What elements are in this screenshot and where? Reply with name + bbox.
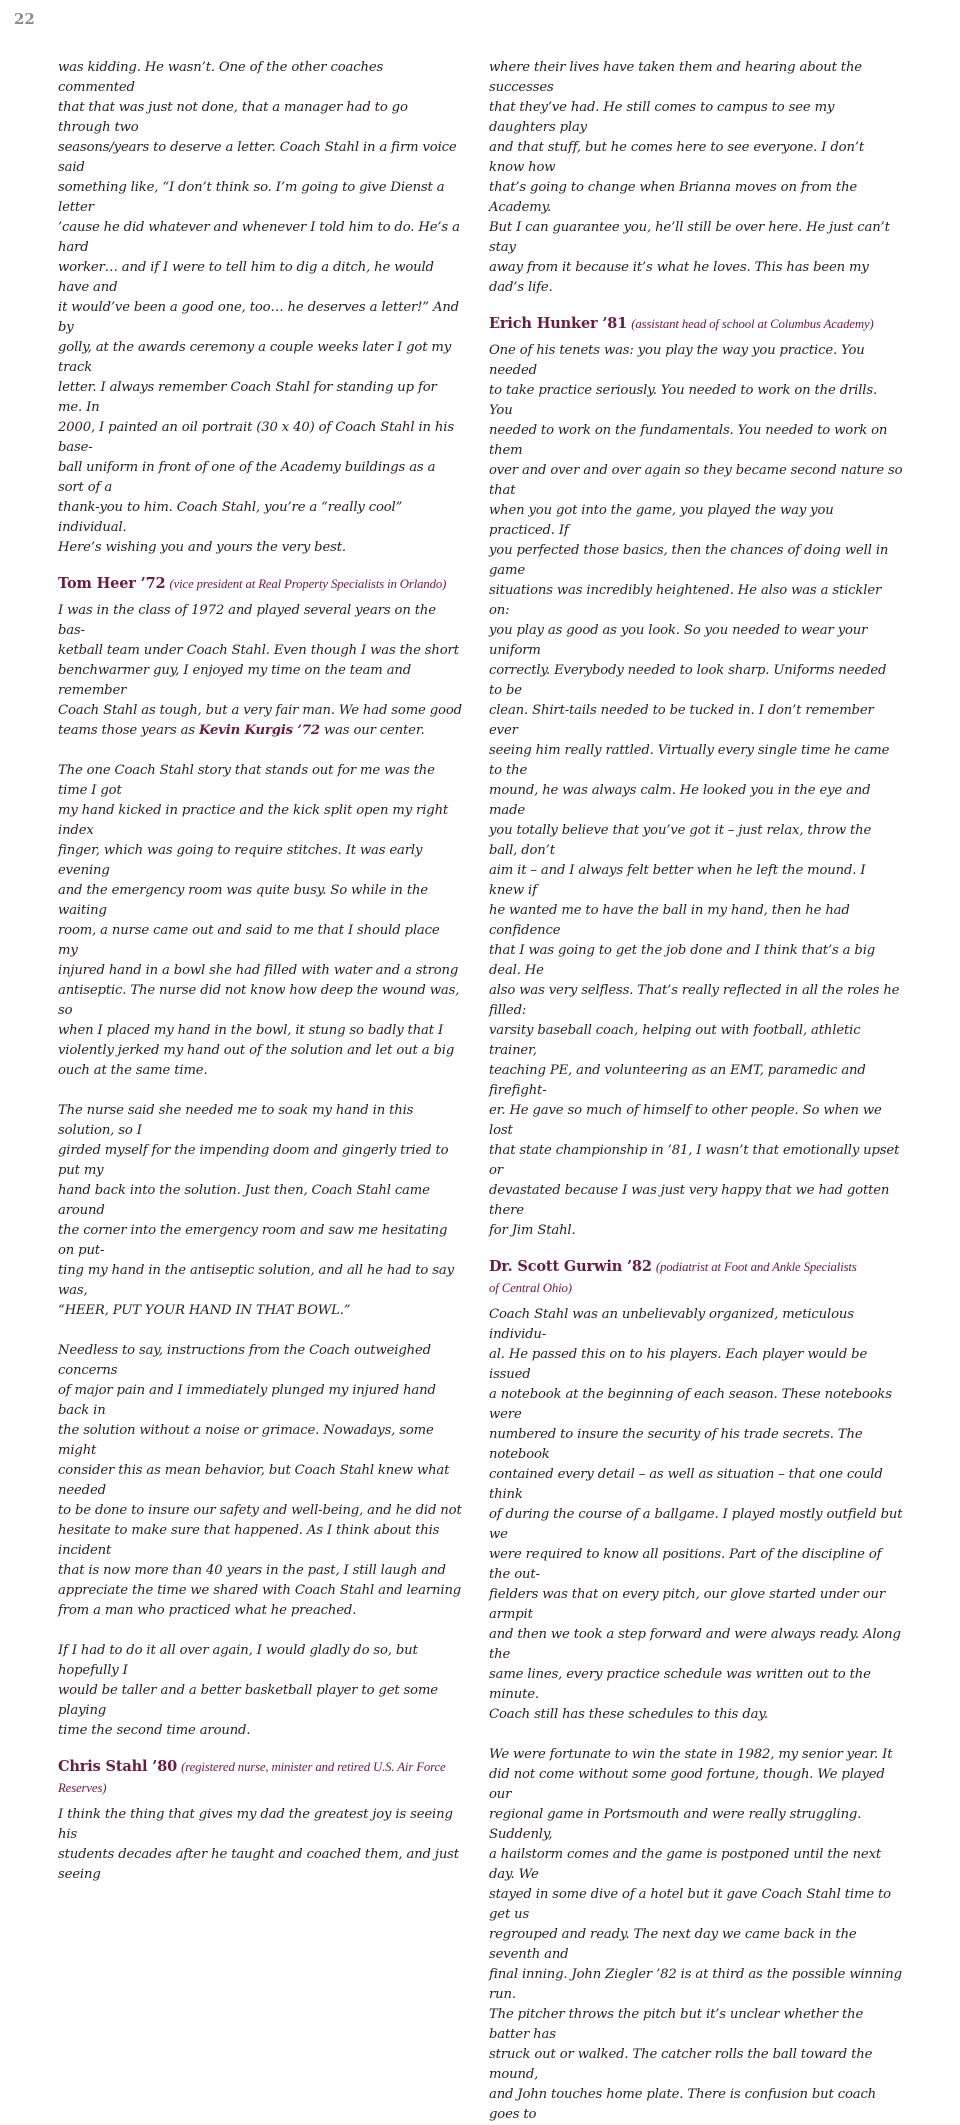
paragraph-line: students decades after he taught and coached them, and just seeing [58,1847,459,1882]
paragraph-line: away from it because it’s what he loves. This has been my dad’s life. [489,260,869,295]
tom-heer-paragraph-4 [58,1341,463,1621]
paragraph-line: needed to work on the fundamentals. You needed to work on them [489,423,888,458]
paragraph-line: stayed in some dive of a hotel but it gave Coach Stahl time to get us [489,1887,891,1922]
paragraph-line: contained every detail – as well as situation – that one could think [489,1467,883,1502]
paragraph-line: you totally believe that you’ve got it – just relax, throw the ball, don’t [489,823,872,858]
paragraph-line: hesitate to make sure that happened. As I think about this incident [58,1523,440,1558]
paragraph-line: violently jerked my hand out of the solution and let out a big [58,1043,455,1058]
paragraph-line: golly, at the awards ceremony a couple weeks later I got my track [58,340,452,375]
paragraph-line: from a man who practiced what he preached. [58,1603,357,1618]
paragraph-line: regrouped and ready. The next day we came back in the seventh and [489,1927,857,1962]
paragraph-lines [58,601,463,721]
paragraph-line: But I can guarantee you, he’ll still be over here. He just can’t stay [489,220,890,255]
paragraph-line: seasons/years to deserve a letter. Coach Stahl in a firm voice said [58,140,457,175]
paragraph-line: benchwarmer guy, I enjoyed my time on the team and remember [58,663,412,698]
person-name: Chris Stahl ’80 [58,1758,178,1775]
tom-heer-paragraph-2 [58,761,463,1081]
person-role-continued: of Central Ohio) [489,1281,572,1295]
paragraph-line: same lines, every practice schedule was written out to the minute. [489,1667,871,1702]
text-fragment: teams those years as [58,723,199,738]
paragraph-line: of during the course of a ballgame. I played mostly outfield but we [489,1507,903,1542]
paragraph-line: al. He passed this on to his players. Each player would be issued [489,1347,868,1382]
section-heading-tom-heer [58,573,463,595]
paragraph-line: and the emergency room was quite busy. So while in the waiting [58,883,428,918]
paragraph-line: and that stuff, but he comes here to see everyone. I don’t know how [489,140,864,175]
paragraph-line: would be taller and a better basketball player to get some playing [58,1683,438,1718]
paragraph-line: The one Coach Stahl story that stands out for me was the time I got [58,763,435,798]
page-number: 22 [14,10,35,28]
paragraph-line: room, a nurse came out and said to me that I should place my [58,923,440,958]
paragraph-line: varsity baseball coach, helping out with football, athletic trainer, [489,1023,861,1058]
person-name: Dr. Scott Gurwin ’82 [489,1258,652,1275]
paragraph-line: ting my hand in the antiseptic solution, and all he had to say was, [58,1263,454,1298]
section-heading-scott-gurwin [489,1256,903,1299]
paragraph-line: struck out or walked. The catcher rolls the ball toward the mound, [489,2047,873,2082]
paragraph-line: regional game in Portsmouth and were really struggling. Suddenly, [489,1807,862,1842]
tom-heer-paragraph-3 [58,1101,463,1321]
paragraph-line: ball uniform in front of one of the Academy buildings as a sort of a [58,460,436,495]
paragraph-line: he wanted me to have the ball in my hand, then he had confidence [489,903,850,938]
paragraph-line: of major pain and I immediately plunged my injured hand back in [58,1383,436,1418]
paragraph-line: time the second time around. [58,1723,251,1738]
paragraph-line: mound, he was always calm. He looked you in the eye and made [489,783,871,818]
person-role: (assistant head of school at Columbus Academy) [631,317,874,331]
alumni-name-link: Kevin Kurgis ’72 [198,723,320,738]
paragraph-line: to be done to insure our safety and well-being, and he did not [58,1503,462,1518]
left-column [58,58,463,1885]
paragraph-line: that is now more than 40 years in the past, I still laugh and [58,1563,446,1578]
paragraph-line: The nurse said she needed me to soak my hand in this solution, so I [58,1103,414,1138]
section-heading-erich-hunker [489,313,903,335]
person-role: (vice president at Real Property Specialists in Orlando) [169,577,447,591]
paragraph-line: the corner into the emergency room and saw me hesitating on put- [58,1223,448,1258]
paragraph-line: antiseptic. The nurse did not know how deep the wound was, so [58,983,460,1018]
paragraph-line: Here’s wishing you and yours the very best. [58,540,346,555]
paragraph-line: that they’ve had. He still comes to campus to see my daughters play [489,100,835,135]
paragraph-line: letter. I always remember Coach Stahl for standing up for me. In [58,380,437,415]
paragraph-line: er. He gave so much of himself to other people. So when we lost [489,1103,882,1138]
paragraph-line: to take practice seriously. You needed to work on the drills. You [489,383,877,418]
paragraph-line: were required to know all positions. Part of the discipline of the out- [489,1547,882,1582]
paragraph-line: thank-you to him. Coach Stahl, you’re a “really cool” individual. [58,500,403,535]
paragraph-line: that I was going to get the job done and I think that’s a big deal. He [489,943,876,978]
paragraph-line: teaching PE, and volunteering as an EMT, paramedic and firefight- [489,1063,866,1098]
paragraph-line: I was in the class of 1972 and played several years on the bas- [58,603,436,638]
paragraph-line: 2000, I painted an oil portrait (30 x 40) of Coach Stahl in his base- [58,420,454,455]
erich-hunker-paragraph-1 [489,341,903,1241]
paragraph-line: a notebook at the beginning of each season. These notebooks were [489,1387,892,1422]
paragraph-line: and John touches home plate. There is confusion but coach goes to [489,2087,877,2122]
paragraph-line: Coach still has these schedules to this day. [489,1707,768,1722]
paragraph-line: and then we took a step forward and were always ready. Along the [489,1627,901,1662]
section-heading-chris-stahl [58,1756,463,1799]
paragraph-line: correctly. Everybody needed to look sharp. Uniforms needed to be [489,663,887,698]
person-name: Erich Hunker ’81 [489,315,628,332]
paragraph-line: a hailstorm comes and the game is postponed until the next day. We [489,1847,882,1882]
paragraph-line: Coach Stahl was an unbelievably organized, meticulous individu- [489,1307,854,1342]
paragraph-line: final inning. John Ziegler ’82 is at third as the possible winning run. [489,1967,902,2002]
paragraph-line: injured hand in a bowl she had filled with water and a strong [58,963,459,978]
paragraph-line: did not come without some good fortune, though. We played our [489,1767,885,1802]
paragraph-line: was kidding. He wasn’t. One of the other coaches commented [58,60,384,95]
paragraph-line: that that was just not done, that a manager had to go through two [58,100,408,135]
paragraph-line: you perfected those basics, then the chances of doing well in game [489,543,889,578]
paragraph-line: seeing him really rattled. Virtually every single time he came to the [489,743,890,778]
paragraph-line: clean. Shirt-tails needed to be tucked in. I don’t remember ever [489,703,874,738]
chris-stahl-paragraph-1 [58,1805,463,1885]
paragraph-line: ketball team under Coach Stahl. Even though I was the short [58,643,459,658]
paragraph-line: over and over and over again so they became second nature so that [489,463,903,498]
paragraph-line: where their lives have taken them and hearing about the successes [489,60,862,95]
paragraph-line: worker… and if I were to tell him to dig a ditch, he would have and [58,260,434,295]
right-column [489,58,903,2125]
paragraph-line: the solution without a noise or grimace. Nowadays, some might [58,1423,434,1458]
paragraph-line: fielders was that on every pitch, our glove started under our armpit [489,1587,885,1622]
person-name: Tom Heer ’72 [58,575,166,592]
paragraph-line: “HEER, PUT YOUR HAND IN THAT BOWL.” [58,1303,351,1318]
paragraph-line: Coach Stahl as tough, but a very fair man. We had some good [58,703,462,718]
paragraph-line: hand back into the solution. Just then, Coach Stahl came around [58,1183,430,1218]
tom-heer-paragraph-1 [58,601,463,741]
paragraph-line: Needless to say, instructions from the Coach outweighed concerns [58,1343,431,1378]
paragraph-line: consider this as mean behavior, but Coach Stahl knew what needed [58,1463,450,1498]
paragraph-line: situations was incredibly heightened. He also was a stickler on: [489,583,882,618]
paragraph-line: when you got into the game, you played the way you practiced. If [489,503,834,538]
scott-gurwin-paragraph-1 [489,1305,903,1725]
tom-heer-paragraph-5 [58,1641,463,1741]
paragraph-line: that’s going to change when Brianna moves on from the Academy. [489,180,858,215]
paragraph-line: for Jim Stahl. [489,1223,576,1238]
paragraph-line: One of his tenets was: you play the way you practice. You needed [489,343,865,378]
person-role: (podiatrist at Foot and Ankle Specialists [655,1260,857,1274]
paragraph-line: If I had to do it all over again, I would gladly do so, but hopefully I [58,1643,418,1678]
paragraph-line: The pitcher throws the pitch but it’s unclear whether the batter has [489,2007,864,2042]
paragraph-line: that state championship in ’81, I wasn’t that emotionally upset or [489,1143,900,1178]
paragraph-line: it would’ve been a good one, too… he deserves a letter!” And by [58,300,459,335]
paragraph-line: also was very selfless. That’s really reflected in all the roles he filled: [489,983,900,1018]
paragraph-line: you play as good as you look. So you needed to wear your uniform [489,623,868,658]
paragraph-line: ouch at the same time. [58,1063,208,1078]
paragraph-line: when I placed my hand in the bowl, it stung so badly that I [58,1023,444,1038]
paragraph-line: finger, which was going to require stitches. It was early evening [58,843,423,878]
paragraph-line: aim it – and I always felt better when he left the mound. I knew if [489,863,866,898]
paragraph-line: something like, “I don’t think so. I’m going to give Dienst a letter [58,180,445,215]
paragraph-line: numbered to insure the security of his trade secrets. The notebook [489,1427,863,1462]
paragraph-line [58,721,463,741]
paragraph-line: my hand kicked in practice and the kick split open my right index [58,803,449,838]
text-fragment: was our center. [319,723,425,738]
scott-gurwin-paragraph-2 [489,1745,903,2125]
chris-stahl-paragraph-continued [489,58,903,298]
paragraph-line: ’cause he did whatever and whenever I told him to do. He’s a hard [58,220,460,255]
paragraph-line: appreciate the time we shared with Coach Stahl and learning [58,1583,462,1598]
paragraph-line: girded myself for the impending doom and gingerly tried to put my [58,1143,449,1178]
intro-paragraph [58,58,463,558]
person-role: (registered nurse, minister and retired U.S. Air Force Reserves) [58,1760,446,1795]
paragraph-line: We were fortunate to win the state in 1982, my senior year. It [489,1747,893,1762]
paragraph-line: devastated because I was just very happy that we had gotten there [489,1183,890,1218]
paragraph-line: I think the thing that gives my dad the greatest joy is seeing his [58,1807,453,1842]
